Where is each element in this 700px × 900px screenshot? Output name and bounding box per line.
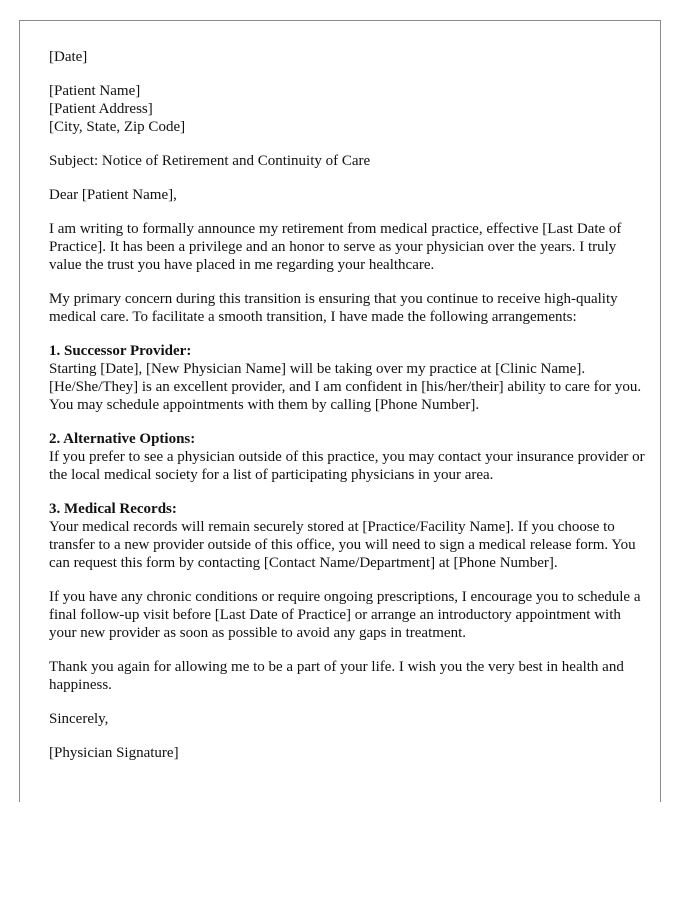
recipient-block — [49, 82, 649, 136]
section-heading: 2. Alternative Options: — [49, 431, 196, 447]
thanks-paragraph: Thank you again for allowing me to be a part of your life. I wish you the very best in health and happiness. — [49, 659, 624, 693]
physician-signature: [Physician Signature] — [49, 745, 179, 761]
section-body: Starting [Date], [New Physician Name] will be taking over my practice at [Clinic Name]. [He/She/They] is an excellent provider, and I am confident in [his/her/their] ability to care for you. You may schedule appointments with them by calling [Phone Number]. — [49, 361, 642, 413]
chronic-paragraph: If you have any chronic conditions or require ongoing prescriptions, I encourage you to schedule a final follow-up visit before [Last Date of Practice] or arrange an introductory appointment with your new provider as soon as possible to avoid any gaps in treatment. — [49, 589, 641, 641]
section-records — [49, 500, 649, 572]
recipient-address: [Patient Address] — [49, 101, 153, 117]
letter-closing: Sincerely, — [49, 711, 109, 727]
section-body: Your medical records will remain securely stored at [Practice/Facility Name]. If you choose to transfer to a new provider outside of this office, you will need to sign a medical release form. You can request this form by contacting [Contact Name/Department] at [Phone Number]. — [49, 519, 636, 571]
intro-paragraph: I am writing to formally announce my retirement from medical practice, effective [Last Date of Practice]. It has been a privilege and an honor to serve as your physician over the years. I truly value the trust you have placed in me regarding your healthcare. — [49, 221, 622, 273]
section-body: If you prefer to see a physician outside of this practice, you may contact your insurance provider or the local medical society for a list of participating physicians in your area. — [49, 449, 645, 483]
concern-paragraph: My primary concern during this transition is ensuring that you continue to receive high-quality medical care. To facilitate a smooth transition, I have made the following arrangements: — [49, 291, 618, 325]
section-alternatives — [49, 430, 649, 484]
letter-date: [Date] — [49, 49, 88, 65]
section-successor — [49, 342, 649, 414]
section-heading: 3. Medical Records: — [49, 501, 177, 517]
letter-subject: Subject: Notice of Retirement and Continuity of Care — [49, 153, 371, 169]
letter-body — [49, 48, 649, 762]
recipient-city-state-zip: [City, State, Zip Code] — [49, 119, 186, 135]
section-heading: 1. Successor Provider: — [49, 343, 192, 359]
letter-page — [19, 20, 661, 802]
recipient-name: [Patient Name] — [49, 83, 141, 99]
letter-salutation: Dear [Patient Name], — [49, 187, 177, 203]
